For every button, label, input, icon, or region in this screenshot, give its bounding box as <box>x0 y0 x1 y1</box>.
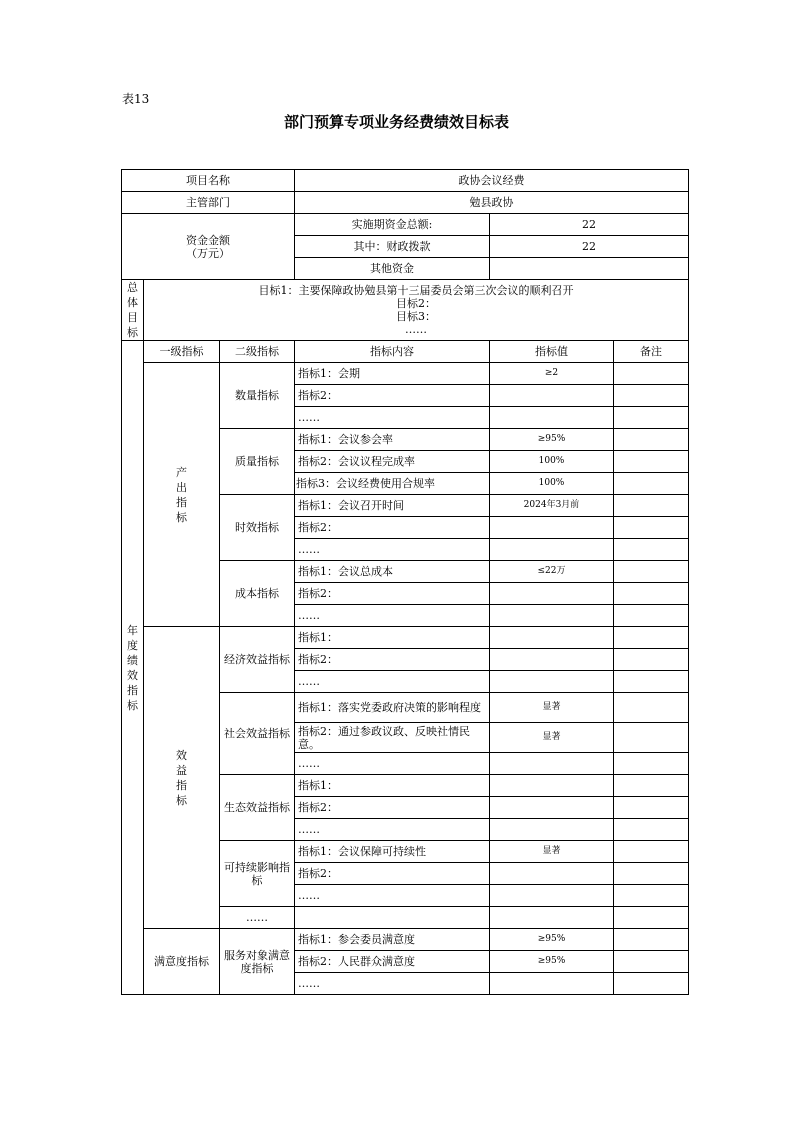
indicator-remark <box>614 385 689 407</box>
level2-sustainable: 可持续影响指标 <box>220 841 295 907</box>
header-content: 指标内容 <box>295 341 490 363</box>
goal-item: 目标3： <box>396 310 436 323</box>
performance-table <box>121 169 689 995</box>
indicator-remark <box>614 561 689 583</box>
indicator-value: ≥95% <box>490 429 614 451</box>
indicator-value <box>490 885 614 907</box>
indicator-remark <box>614 951 689 973</box>
indicator-value <box>490 863 614 885</box>
indicator-header-row <box>122 341 689 363</box>
project-name-label: 项目名称 <box>122 170 295 192</box>
indicator-remark <box>614 907 689 929</box>
indicator-content: …… <box>295 819 490 841</box>
indicator-content: 指标1：落实党委政府决策的影响程度 <box>295 693 490 723</box>
indicator-remark <box>614 693 689 723</box>
table-row <box>122 363 689 385</box>
indicator-value: ≥95% <box>490 951 614 973</box>
indicator-content: 指标2： <box>295 649 490 671</box>
indicator-content: …… <box>295 885 490 907</box>
overall-goals-label-cell <box>122 280 144 341</box>
indicator-content: 指标2：通过参政议政、反映社情民意。 <box>295 723 490 753</box>
indicator-content: …… <box>295 605 490 627</box>
funds-total-label: 实施期资金总额: <box>295 214 490 236</box>
table-row <box>122 929 689 951</box>
level2-quantity: 数量指标 <box>220 363 295 429</box>
indicator-content: 指标1：会议召开时间 <box>295 495 490 517</box>
indicator-value <box>490 753 614 775</box>
indicator-content: 指标2： <box>295 385 490 407</box>
indicator-value: ≥95% <box>490 929 614 951</box>
indicator-content: 指标2： <box>295 863 490 885</box>
level2-ecological: 生态效益指标 <box>220 775 295 841</box>
indicator-content: 指标2： <box>295 583 490 605</box>
goal-item: 目标2： <box>396 297 436 310</box>
indicator-value: 100% <box>490 451 614 473</box>
header-value: 指标值 <box>490 341 614 363</box>
indicator-value <box>490 775 614 797</box>
indicator-remark <box>614 627 689 649</box>
indicator-content: 指标1：会议总成本 <box>295 561 490 583</box>
indicator-content: 指标1： <box>295 627 490 649</box>
indicator-remark <box>614 605 689 627</box>
level1-satisfaction: 满意度指标 <box>144 929 220 995</box>
level1-output-cell <box>144 363 220 627</box>
indicator-remark <box>614 841 689 863</box>
overall-goals-content <box>144 280 689 341</box>
annual-indicators-label: 年度绩效指标 <box>127 623 138 712</box>
indicator-content: 指标1：参会委员满意度 <box>295 929 490 951</box>
indicator-content: …… <box>295 407 490 429</box>
level2-economic: 经济效益指标 <box>220 627 295 693</box>
funds-fiscal-label: 其中：财政拨款 <box>295 236 490 258</box>
indicator-content: 指标2： <box>295 517 490 539</box>
page-title: 部门预算专项业务经费绩效目标表 <box>283 113 509 131</box>
header-level2: 二级指标 <box>220 341 295 363</box>
overall-goals-row <box>122 280 689 341</box>
indicator-remark <box>614 973 689 995</box>
department-row <box>122 192 689 214</box>
indicator-value: ≥2 <box>490 363 614 385</box>
indicator-value <box>490 649 614 671</box>
indicator-remark <box>614 473 689 495</box>
indicator-content: …… <box>295 539 490 561</box>
header-level1: 一级指标 <box>144 341 220 363</box>
indicator-remark <box>614 723 689 753</box>
indicator-content: 指标2： <box>295 797 490 819</box>
indicator-value: 显著 <box>490 693 614 723</box>
indicator-remark <box>614 863 689 885</box>
funds-total-row <box>122 214 689 236</box>
department-label: 主管部门 <box>122 192 295 214</box>
indicator-remark <box>614 819 689 841</box>
indicator-content <box>295 907 490 929</box>
indicator-value <box>490 973 614 995</box>
indicator-value <box>490 907 614 929</box>
annual-indicators-label-cell <box>122 341 144 995</box>
level2-service: 服务对象满意度指标 <box>220 929 295 995</box>
funds-label: 资金金额 <box>186 233 230 247</box>
header-remark: 备注 <box>614 341 689 363</box>
indicator-remark <box>614 451 689 473</box>
indicator-remark <box>614 929 689 951</box>
indicator-remark <box>614 775 689 797</box>
department-value: 勉县政协 <box>295 192 689 214</box>
indicator-content: 指标1：会议保障可持续性 <box>295 841 490 863</box>
indicator-value: ≤22万 <box>490 561 614 583</box>
indicator-value: 2024年3月前 <box>490 495 614 517</box>
indicator-content: 指标1： <box>295 775 490 797</box>
goal-item: 目标1：主要保障政协勉县第十三届委员会第三次会议的顺利召开 <box>258 284 574 297</box>
table-row <box>122 627 689 649</box>
indicator-remark <box>614 539 689 561</box>
goal-item: …… <box>405 323 427 336</box>
funds-other-value <box>490 258 689 280</box>
indicator-content: …… <box>295 753 490 775</box>
indicator-value <box>490 539 614 561</box>
project-name-value: 政协会议经费 <box>295 170 689 192</box>
indicator-value <box>490 797 614 819</box>
indicator-value: 100% <box>490 473 614 495</box>
indicator-value <box>490 671 614 693</box>
project-name-row <box>122 170 689 192</box>
indicator-remark <box>614 429 689 451</box>
indicator-remark <box>614 363 689 385</box>
indicator-value: 显著 <box>490 723 614 753</box>
level1-benefit-cell <box>144 627 220 929</box>
indicator-remark <box>614 753 689 775</box>
indicator-content: …… <box>295 671 490 693</box>
indicator-content: 指标1：会期 <box>295 363 490 385</box>
funds-label-cell <box>122 214 295 280</box>
level1-benefit: 效益指标 <box>176 748 187 807</box>
level2-quality: 质量指标 <box>220 429 295 495</box>
indicator-remark <box>614 671 689 693</box>
table-number: 表13 <box>122 92 150 106</box>
indicator-remark <box>614 885 689 907</box>
indicator-value: 显著 <box>490 841 614 863</box>
indicator-content: 指标1：会议参会率 <box>295 429 490 451</box>
level1-output: 产出指标 <box>176 465 187 524</box>
overall-goals-label: 总体目标 <box>127 281 138 339</box>
level2-timeliness: 时效指标 <box>220 495 295 561</box>
indicator-remark <box>614 797 689 819</box>
indicator-value <box>490 605 614 627</box>
level2-cost: 成本指标 <box>220 561 295 627</box>
indicator-content: 指标2：会议议程完成率 <box>295 451 490 473</box>
indicator-value <box>490 385 614 407</box>
indicator-value <box>490 583 614 605</box>
funds-total-value: 22 <box>490 214 689 236</box>
indicator-remark <box>614 407 689 429</box>
funds-unit: （万元） <box>186 246 230 260</box>
indicator-value <box>490 627 614 649</box>
indicator-value <box>490 819 614 841</box>
level2-benefit-more: …… <box>220 907 295 929</box>
indicator-content: …… <box>295 973 490 995</box>
indicator-value <box>490 407 614 429</box>
indicator-content: 指标3：会议经费使用合规率 <box>295 473 490 495</box>
indicator-remark <box>614 649 689 671</box>
indicator-remark <box>614 517 689 539</box>
indicator-content: 指标2：人民群众满意度 <box>295 951 490 973</box>
indicator-remark <box>614 583 689 605</box>
indicator-remark <box>614 495 689 517</box>
indicator-value <box>490 517 614 539</box>
funds-other-label: 其他资金 <box>295 258 490 280</box>
level2-social: 社会效益指标 <box>220 693 295 775</box>
funds-fiscal-value: 22 <box>490 236 689 258</box>
